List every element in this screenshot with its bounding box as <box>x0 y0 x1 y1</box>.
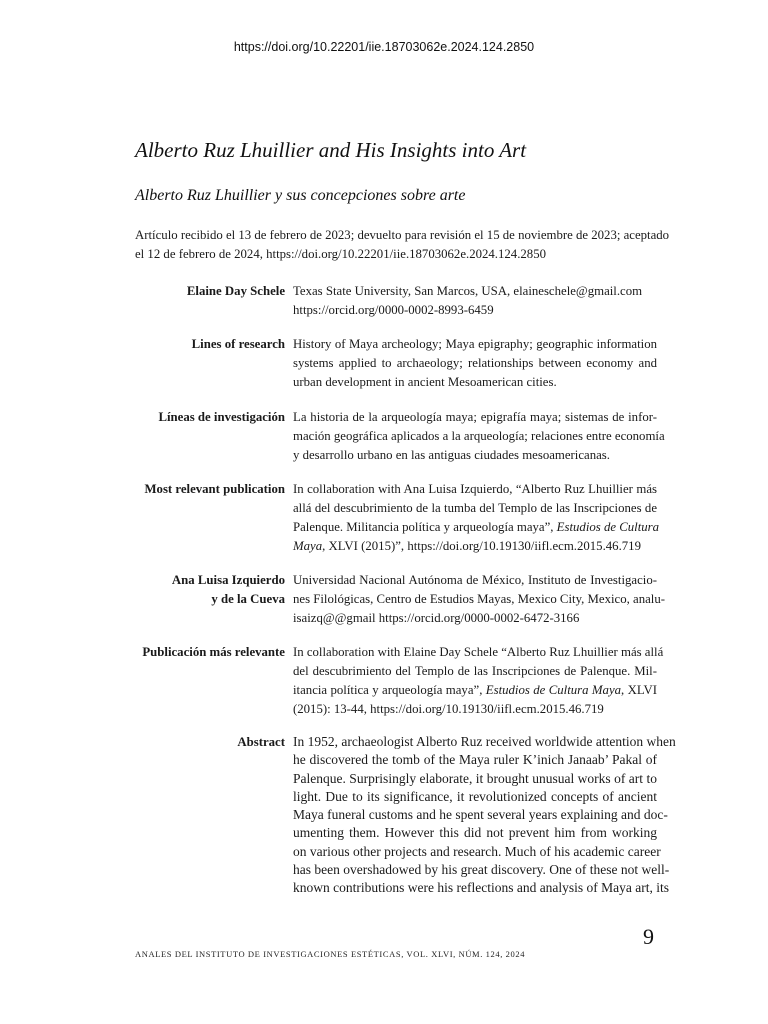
author-name-ana-luisa: Ana Luisa Izquierdo y de la Cueva <box>171 573 285 606</box>
abstract-text <box>293 733 676 898</box>
abstract-line: light. Due to its significance, it revolutionized concepts of ancient <box>293 788 657 804</box>
author-row-ana-luisa <box>135 571 665 628</box>
most-relevant-publication-row <box>135 480 660 556</box>
article-title-spanish: Alberto Ruz Lhuillier y sus concepciones sobre arte <box>135 187 466 204</box>
abstract-line: known contributions were his reflections and analysis of Maya art, its <box>293 880 670 896</box>
lines-of-research-value: History of Maya archeology; Maya epigraphy; geographic information systems applied to archaeology; relationships between economy and urban development in ancient Mesoamerican cities. <box>293 337 657 389</box>
lineas-investigacion-value: La historia de la arqueología maya; epigrafía maya; sistemas de infor- mación geográfica aplicados a la arqueología; relaciones entre economía y desarrollo urbano en las antiguas ciudades mesoamericanas. <box>293 410 665 462</box>
abstract-row <box>135 733 676 898</box>
lines-of-research-label: Lines of research <box>191 337 285 351</box>
abstract-line: has been overshadowed by his great discovery. One of these not well- <box>293 862 670 878</box>
journal-footer: ANALES DEL INSTITUTO DE INVESTIGACIONES ESTÉTICAS, VOL. XLVI, NÚM. 124, 2024 <box>135 949 526 959</box>
received-note <box>135 226 670 264</box>
lineas-investigacion-row <box>135 408 665 465</box>
publicacion-mas-relevante-row <box>135 643 664 719</box>
lineas-investigacion-label: Líneas de investigación <box>158 410 285 424</box>
abstract-label: Abstract <box>237 735 285 749</box>
abstract-line: on various other projects and research. Much of his academic career <box>293 843 661 859</box>
author-name-elaine: Elaine Day Schele <box>186 284 285 298</box>
abstract-line: Maya funeral customs and he spent several years explaining and doc- <box>293 807 668 823</box>
abstract-line: In 1952, archaeologist Alberto Ruz received worldwide attention when <box>293 734 676 749</box>
received-line: Artículo recibido el 13 de febrero de 2023; devuelto para revisión el 15 de noviembre de 2023; aceptado <box>135 228 670 242</box>
lines-of-research-row <box>135 335 657 392</box>
article-title-english: Alberto Ruz Lhuillier and His Insights into Art <box>135 138 527 162</box>
page-number: 9 <box>643 924 654 949</box>
publicacion-mas-relevante-value: In collaboration with Elaine Day Schele “Alberto Ruz Lhuillier más allá del descubrimiento del Templo de las Inscripciones de Palenque. Mil- itancia política y arqueología maya”, Estudios de Cultura Maya, XLVI (2015): 13-44, https://doi.org/10.19130/iifl.ecm.2015.46.719 <box>293 645 664 716</box>
doi-header[interactable]: https://doi.org/10.22201/iie.18703062e.2024.124.2850 <box>233 40 535 54</box>
most-relevant-publication-value: In collaboration with Ana Luisa Izquierdo, “Alberto Ruz Lhuillier más allá del descubrimiento de la tumba del Templo de las Inscripciones de Palenque. Militancia política y arqueología maya”, Estudios de Cultura Maya, XLVI (2015)”, https://doi.org/10.19130/iifl.ecm.2015.46.719 <box>293 482 660 553</box>
author-affiliation-ana-luisa: Universidad Nacional Autónoma de México, Instituto de Investigacio- nes Filológicas, Centro de Estudios Mayas, Mexico City, Mexico, analu- isaizq@@gmail https://orcid.org/0000-0002-6472-3166 <box>293 573 665 625</box>
author-affiliation-elaine: Texas State University, San Marcos, USA, elaineschele@gmail.com https://orcid.org/0000-0002-8993-6459 <box>293 284 643 317</box>
publicacion-mas-relevante-label: Publicación más relevante <box>142 645 285 659</box>
most-relevant-publication-label: Most relevant publication <box>144 482 285 496</box>
abstract-line: he discovered the tomb of the Maya ruler K’inich Janaab’ Pakal of <box>293 752 657 768</box>
abstract-line: umenting them. However this did not prevent him from working <box>293 825 657 841</box>
abstract-line: Palenque. Surprisingly elaborate, it brought unusual works of art to <box>293 770 657 786</box>
author-row-elaine <box>135 282 657 320</box>
received-line: el 12 de febrero de 2024, https://doi.org/10.22201/iie.18703062e.2024.124.2850 <box>135 247 546 261</box>
